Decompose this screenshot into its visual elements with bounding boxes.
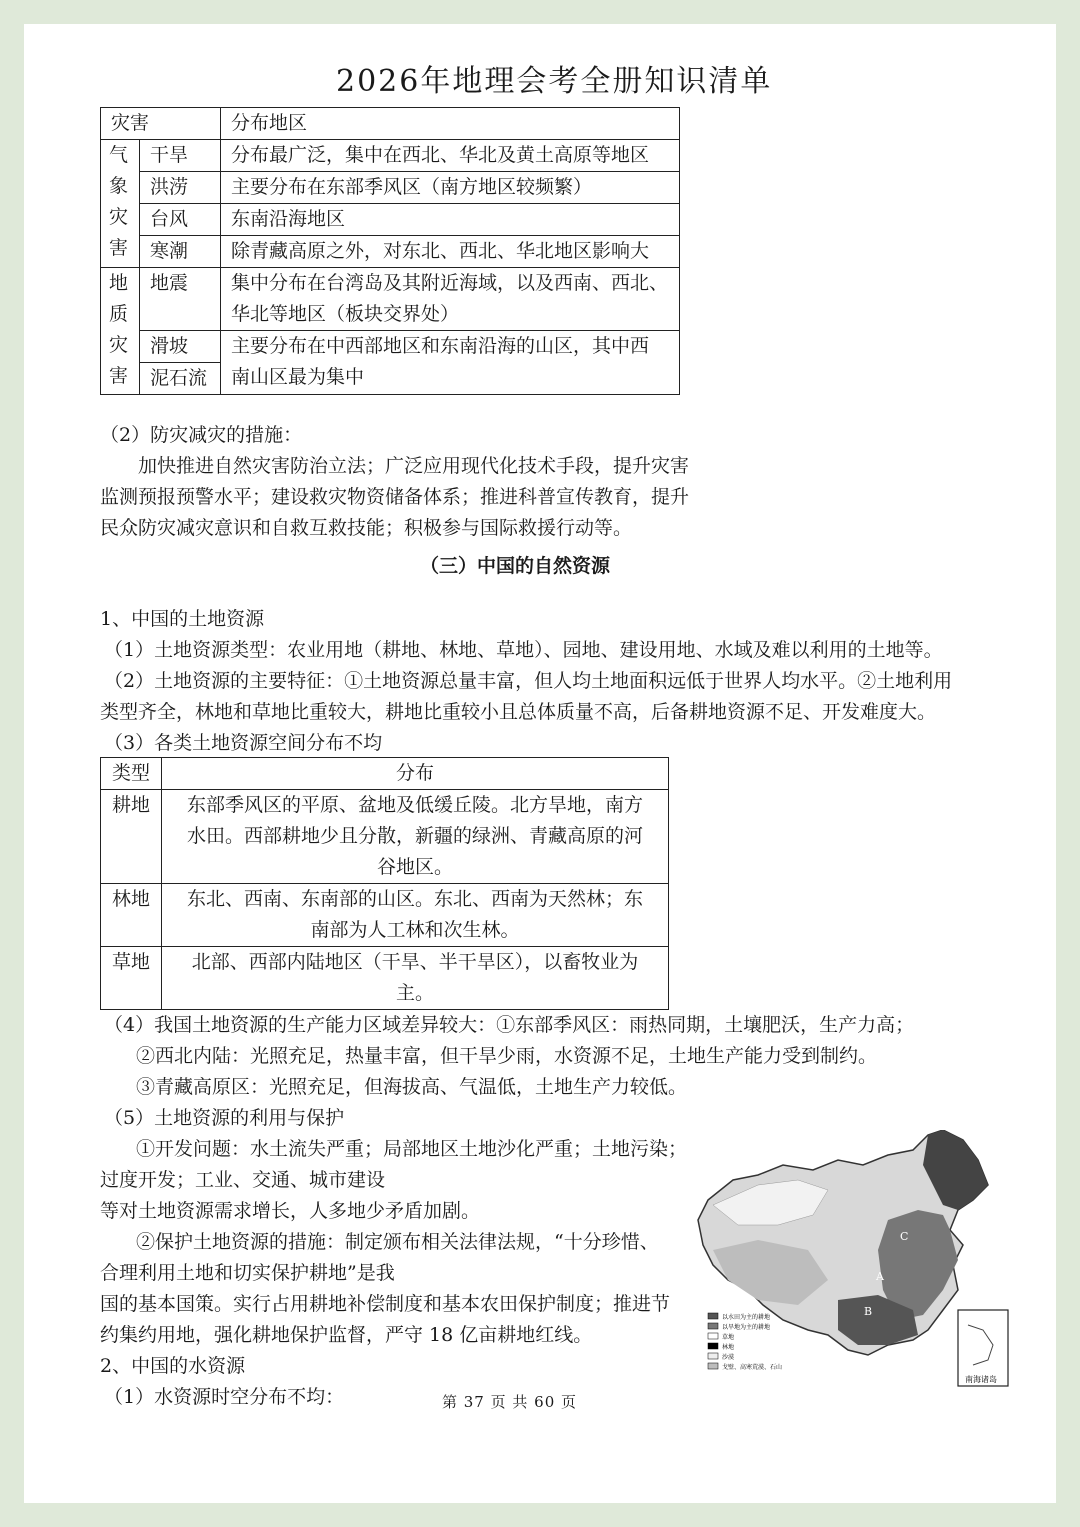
hazard-dist: 东南沿海地区 — [221, 204, 680, 236]
map-legend — [708, 1313, 782, 1371]
legend-swatch — [708, 1353, 718, 1359]
legend-item: 以旱地为主的耕地 — [722, 1324, 771, 1331]
legend-item: 以水田为主的耕地 — [722, 1314, 771, 1321]
group-cell-meteorological — [101, 140, 140, 268]
legend-swatch — [708, 1343, 718, 1349]
land-paragraph: 等对土地资源需求增长，人多地少矛盾加剧。 — [100, 1200, 481, 1222]
table-row — [101, 331, 680, 363]
land-paragraph: 类型齐全，林地和草地比重较大，耕地比重较小且总体质量不高，后备耕地资源不足、开发难度大。 — [100, 701, 937, 723]
page-footer: 第 37 页 共 60 页 — [442, 1393, 578, 1411]
land-paragraph: ②保护土地资源的措施：制定颁布相关法律法规，“十分珍惜、 — [136, 1231, 659, 1253]
dist-line: 南山区最为集中 — [231, 366, 365, 388]
land-paragraph: （4）我国土地资源的生产能力区域差异较大：①东部季风区：雨热同期，土壤肥沃，生产力高； — [104, 1014, 915, 1036]
land-dist — [162, 790, 669, 884]
dist-line: 主。 — [395, 982, 434, 1004]
hazard-dist: 除青藏高原之外，对东北、西北、华北地区影响大 — [221, 236, 680, 268]
hazard-name: 寒潮 — [140, 236, 221, 268]
table-row — [101, 236, 680, 268]
table-row — [101, 268, 680, 331]
table-row — [101, 172, 680, 204]
legend-swatch — [708, 1313, 718, 1319]
map-label: A — [876, 1270, 884, 1283]
group-label: 地质灾害 — [109, 272, 129, 387]
header-cell: 分布 — [162, 758, 669, 790]
land-paragraph: 过度开发；工业、交通、城市建设 — [100, 1169, 386, 1191]
table-row — [101, 204, 680, 236]
land-paragraph: （2）土地资源的主要特征：①土地资源总量丰富，但人均土地面积远低于世界人均水平。②土地利用 — [104, 670, 953, 692]
land-paragraph: ③青藏高原区：光照充足，但海拔高、气温低，土地生产力较低。 — [136, 1076, 688, 1098]
dist-line: 东部季风区的平原、盆地及低缓丘陵。北方旱地，南方 — [186, 794, 643, 816]
hazard-dist — [221, 331, 680, 395]
hazard-name: 泥石流 — [140, 363, 221, 395]
group-cell-geological — [101, 268, 140, 395]
dist-line: 东北、西南、东南部的山区。东北、西南为天然林；东 — [186, 888, 643, 910]
hazard-name: 干旱 — [140, 140, 221, 172]
land-type: 林地 — [101, 884, 162, 947]
hazard-name: 地震 — [140, 268, 221, 331]
dist-line: 南部为人工林和次生林。 — [310, 919, 520, 941]
dist-line: 谷地区。 — [376, 856, 453, 878]
china-land-use-map — [688, 1130, 1010, 1390]
legend-item: 草地 — [722, 1334, 735, 1341]
header-cell: 灾害 — [101, 108, 221, 140]
measures-line: 加快推进自然灾害防治立法；广泛应用现代化技术手段，提升灾害 — [138, 455, 690, 477]
dist-line: 华北等地区（板块交界处） — [231, 303, 460, 325]
hazard-table — [100, 107, 680, 395]
table-row — [101, 884, 669, 947]
water-heading: 2、中国的水资源 — [100, 1355, 246, 1377]
header-cell: 类型 — [101, 758, 162, 790]
land-type-table — [100, 757, 669, 1010]
land-paragraph: ②西北内陆：光照充足，热量丰富，但干旱少雨，水资源不足，土地生产能力受到制约。 — [136, 1045, 878, 1067]
land-paragraph: 国的基本国策。实行占用耕地补偿制度和基本农田保护制度；推进节 — [100, 1293, 671, 1315]
south-china-sea-inset — [958, 1310, 1008, 1386]
table-header-row — [101, 758, 669, 790]
group-label: 气象灾害 — [109, 144, 129, 259]
table-row — [101, 790, 669, 884]
land-dist — [162, 947, 669, 1010]
inset-label: 南海诸岛 — [965, 1375, 997, 1384]
water-paragraph: （1）水资源时空分布不均： — [104, 1386, 345, 1408]
land-type: 耕地 — [101, 790, 162, 884]
land-paragraph: （1）土地资源类型：农业用地（耕地、林地、草地）、园地、建设用地、水域及难以利用的土地等。 — [104, 639, 943, 661]
land-paragraph: （3）各类土地资源空间分布不均 — [104, 732, 383, 754]
hazard-dist: 分布最广泛，集中在西北、华北及黄土高原等地区 — [221, 140, 680, 172]
map-label: C — [900, 1230, 909, 1243]
dist-line: 主要分布在中西部地区和东南沿海的山区，其中西 — [231, 335, 650, 357]
legend-swatch — [708, 1363, 718, 1369]
legend-item: 沙漠 — [722, 1354, 735, 1361]
hazard-dist: 主要分布在东部季风区（南方地区较频繁） — [221, 172, 680, 204]
table-row — [101, 140, 680, 172]
legend-swatch — [708, 1333, 718, 1339]
land-paragraph: 合理利用土地和切实保护耕地”是我 — [100, 1262, 395, 1284]
section-title: （三）中国的自然资源 — [420, 555, 611, 577]
hazard-name: 洪涝 — [140, 172, 221, 204]
dist-line: 北部、西部内陆地区（干旱、半干旱区），以畜牧业为 — [191, 951, 639, 973]
measures-line: 民众防灾减灾意识和自救互救技能；积极参与国际救援行动等。 — [100, 517, 633, 539]
legend-item: 戈壁、高寒荒漠、石山 — [722, 1364, 783, 1371]
land-paragraph: （5）土地资源的利用与保护 — [104, 1107, 345, 1129]
table-row — [101, 947, 669, 1010]
land-dist — [162, 884, 669, 947]
table-header-row — [101, 108, 680, 140]
land-heading: 1、中国的土地资源 — [100, 608, 265, 630]
land-type: 草地 — [101, 947, 162, 1010]
map-label: B — [864, 1305, 873, 1318]
hazard-name: 滑坡 — [140, 331, 221, 363]
page-title: 2026年地理会考全册知识清单 — [336, 64, 773, 99]
hazard-dist — [221, 268, 680, 331]
legend-swatch — [708, 1323, 718, 1329]
land-paragraph: 约集约用地，强化耕地保护监督，严守 18 亿亩耕地红线。 — [100, 1324, 593, 1346]
measures-line: 监测预报预警水平；建设救灾物资储备体系；推进科普宣传教育，提升 — [100, 486, 690, 508]
dist-line: 集中分布在台湾岛及其附近海域，以及西南、西北、 — [231, 272, 669, 294]
hazard-name: 台风 — [140, 204, 221, 236]
header-cell: 分布地区 — [221, 108, 680, 140]
land-paragraph: ①开发问题：水土流失严重；局部地区土地沙化严重；土地污染； — [136, 1138, 688, 1160]
legend-item: 林地 — [722, 1344, 735, 1351]
measures-heading: （2）防灾减灾的措施： — [100, 424, 303, 446]
dist-line: 水田。西部耕地少且分散，新疆的绿洲、青藏高原的河 — [186, 825, 643, 847]
